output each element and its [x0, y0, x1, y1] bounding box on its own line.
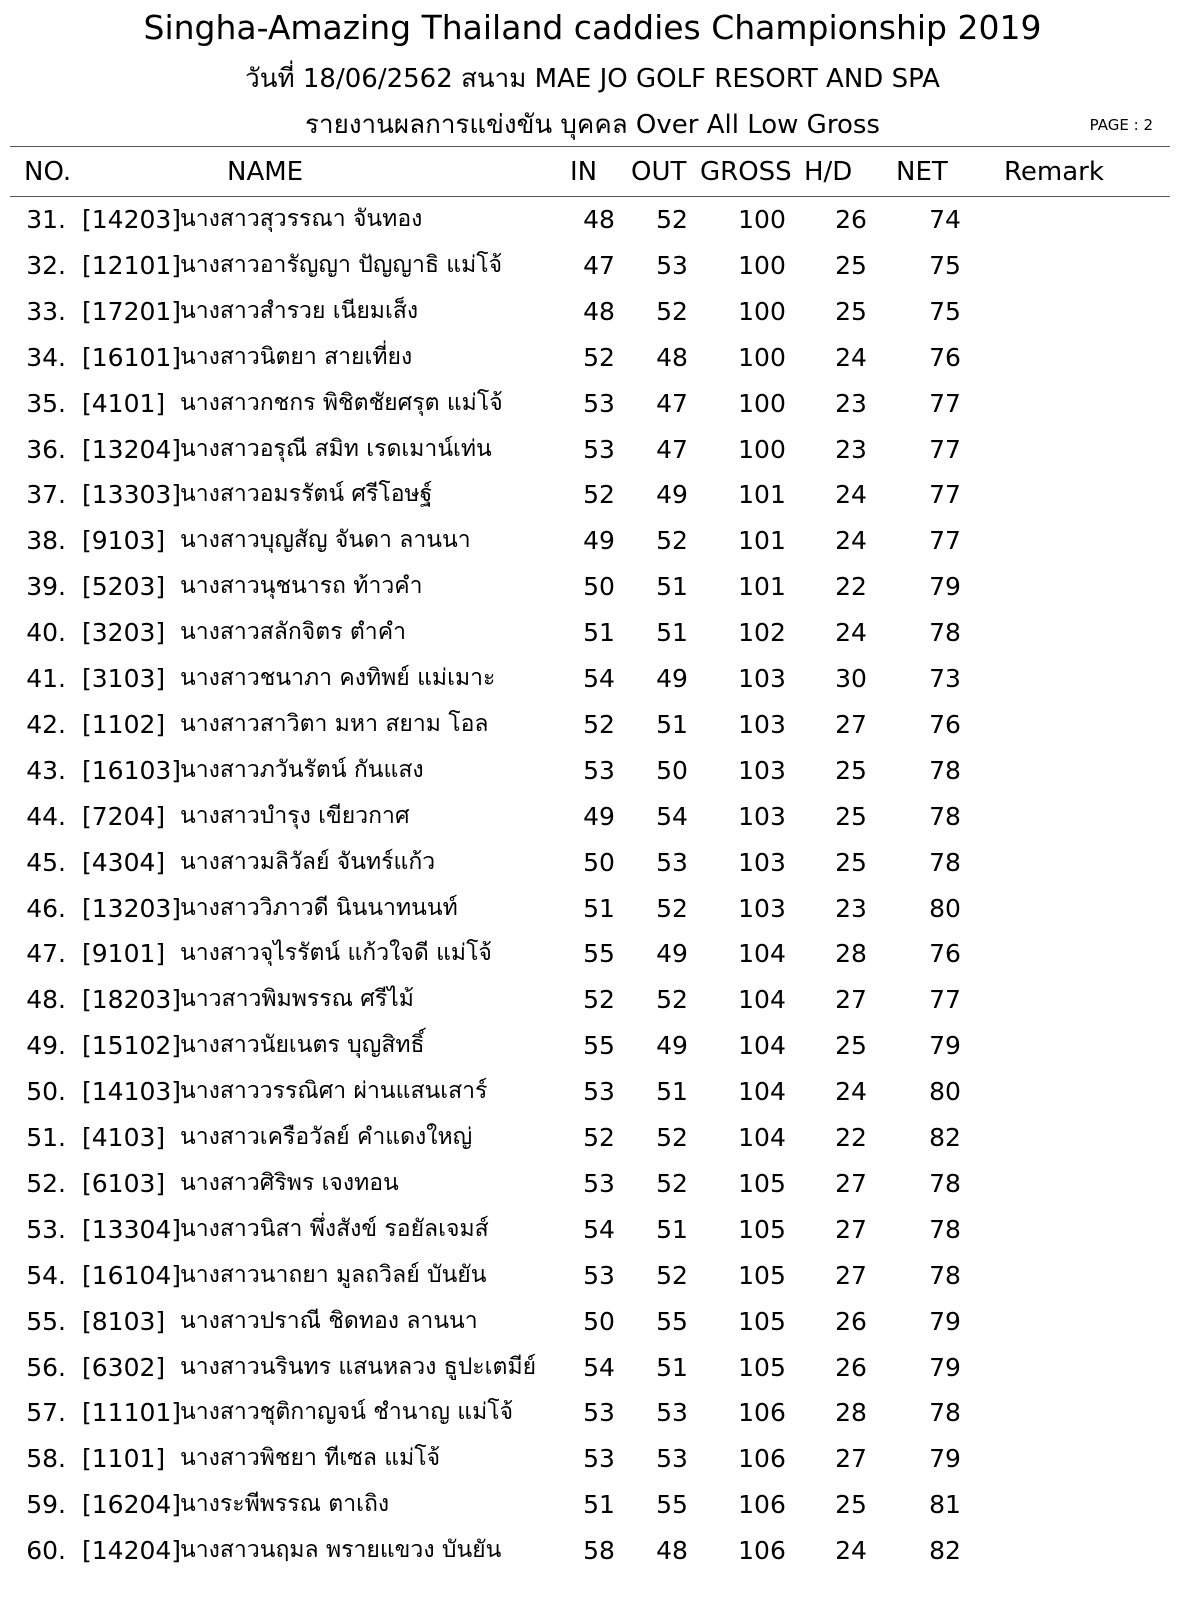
- row-number: 33.: [26, 296, 66, 326]
- row-number: 42.: [26, 709, 66, 739]
- score-gross: 100: [738, 434, 786, 464]
- score-out: 50: [656, 755, 688, 785]
- player-name: นางสาวสลักจิตร ตำคำ: [180, 619, 407, 646]
- table-header: [0, 150, 1185, 194]
- table-row: [0, 1068, 1185, 1115]
- row-number: 40.: [26, 618, 66, 648]
- score-net: 75: [929, 296, 961, 326]
- player-name: นางสาวชุติกาญจน์ ชำนาญ แม่โจ้: [180, 1399, 514, 1426]
- row-number: 56.: [26, 1352, 66, 1382]
- handicap: 24: [835, 480, 867, 510]
- player-code: [1102]: [82, 709, 166, 739]
- score-net: 78: [929, 847, 961, 877]
- handicap: 25: [835, 250, 867, 280]
- score-out: 48: [656, 342, 688, 372]
- score-out: 53: [656, 250, 688, 280]
- player-code: [16204]: [82, 1490, 182, 1520]
- score-out: 48: [656, 1536, 688, 1566]
- row-number: 49.: [26, 1031, 66, 1061]
- handicap: 25: [835, 801, 867, 831]
- player-name: นางสาวภวันรัตน์ กันแสง: [180, 756, 424, 783]
- score-in: 47: [583, 250, 615, 280]
- score-out: 52: [656, 526, 688, 556]
- player-name: นางระพีพรรณ ตาเถิง: [180, 1491, 390, 1518]
- table-row: [0, 196, 1185, 243]
- player-code: [6302]: [82, 1352, 166, 1382]
- handicap: 28: [835, 939, 867, 969]
- score-net: 79: [929, 1306, 961, 1336]
- table-row: [0, 1527, 1185, 1574]
- score-out: 49: [656, 480, 688, 510]
- score-in: 52: [583, 1123, 615, 1152]
- score-in: 49: [583, 526, 615, 556]
- report-title: Singha-Amazing Thailand caddies Championship 2019: [143, 8, 1042, 47]
- score-gross: 100: [738, 388, 786, 418]
- handicap: 24: [835, 1536, 867, 1566]
- score-in: 53: [583, 1168, 615, 1198]
- table-row: [0, 609, 1185, 656]
- handicap: 26: [835, 205, 867, 234]
- player-code: [4103]: [82, 1123, 166, 1152]
- score-gross: 105: [738, 1214, 786, 1244]
- score-gross: 103: [738, 893, 786, 923]
- score-gross: 106: [738, 1490, 786, 1520]
- score-net: 78: [929, 1398, 961, 1428]
- col-header-no: NO.: [24, 157, 72, 187]
- score-in: 52: [583, 709, 615, 739]
- score-net: 78: [929, 1168, 961, 1198]
- player-name: นางสาวอรุณี สมิท เรดเมาน์เท่น: [180, 435, 492, 462]
- score-gross: 106: [738, 1444, 786, 1474]
- handicap: 25: [835, 847, 867, 877]
- row-number: 46.: [26, 893, 66, 923]
- table-row: [0, 1389, 1185, 1436]
- score-net: 76: [929, 342, 961, 372]
- col-header-out: OUT: [631, 157, 687, 187]
- header-top-rule: [10, 146, 1170, 147]
- player-code: [15102]: [82, 1031, 182, 1061]
- score-out: 55: [656, 1490, 688, 1520]
- score-out: 47: [656, 388, 688, 418]
- player-code: [12101]: [82, 250, 182, 280]
- table-row: [0, 793, 1185, 840]
- player-name: นางสาวนัยเนตร บุญสิทธิ์: [180, 1032, 425, 1059]
- score-in: 53: [583, 1444, 615, 1474]
- handicap: 25: [835, 1031, 867, 1061]
- player-name: นาวสาวพิมพรรณ ศรีไม้: [180, 986, 414, 1013]
- handicap: 26: [835, 1352, 867, 1382]
- table-row: [0, 242, 1185, 289]
- score-out: 54: [656, 801, 688, 831]
- score-gross: 104: [738, 939, 786, 969]
- score-gross: 104: [738, 1031, 786, 1061]
- player-code: [1101]: [82, 1444, 166, 1474]
- player-code: [3103]: [82, 664, 166, 693]
- player-code: [16103]: [82, 755, 182, 785]
- table-row: [0, 655, 1185, 702]
- score-out: 52: [656, 1260, 688, 1290]
- player-name: นางสาวอารัญญา ปัญญาธิ แม่โจ้: [180, 251, 503, 278]
- player-code: [17201]: [82, 296, 182, 326]
- score-in: 53: [583, 1398, 615, 1428]
- handicap: 23: [835, 388, 867, 418]
- player-name: นางสาวนุชนารถ ท้าวคำ: [180, 573, 423, 600]
- handicap: 22: [835, 572, 867, 602]
- score-out: 51: [656, 1352, 688, 1382]
- player-name: นางสาวจุไรรัตน์ แก้วใจดี แม่โจ้: [180, 940, 492, 967]
- handicap: 27: [835, 1444, 867, 1474]
- table-row: [0, 1481, 1185, 1528]
- score-net: 79: [929, 1031, 961, 1061]
- handicap: 22: [835, 1123, 867, 1152]
- row-number: 31.: [26, 205, 66, 234]
- score-in: 50: [583, 572, 615, 602]
- player-code: [16101]: [82, 342, 182, 372]
- row-number: 35.: [26, 388, 66, 418]
- player-code: [13204]: [82, 434, 182, 464]
- handicap: 24: [835, 342, 867, 372]
- player-name: นางสาวนรินทร แสนหลวง ธูปะเตมีย์: [180, 1353, 537, 1380]
- score-in: 51: [583, 618, 615, 648]
- player-name: นางสาวนาถยา มูลถวิลย์ บันยัน: [180, 1261, 487, 1288]
- score-gross: 101: [738, 480, 786, 510]
- player-name: นางสาวชนาภา คงทิพย์ แม่เมาะ: [180, 665, 496, 691]
- score-net: 78: [929, 755, 961, 785]
- handicap: 24: [835, 618, 867, 648]
- player-name: นางสาวเครือวัลย์ คำแดงใหญ่: [180, 1124, 473, 1150]
- handicap: 28: [835, 1398, 867, 1428]
- handicap: 27: [835, 985, 867, 1015]
- player-code: [5203]: [82, 572, 166, 602]
- player-name: นางสาวบำรุง เขียวกาศ: [180, 802, 410, 829]
- score-in: 51: [583, 893, 615, 923]
- score-net: 80: [929, 893, 961, 923]
- row-number: 54.: [26, 1260, 66, 1290]
- player-code: [6103]: [82, 1168, 166, 1198]
- score-gross: 100: [738, 296, 786, 326]
- handicap: 30: [835, 664, 867, 693]
- row-number: 52.: [26, 1168, 66, 1198]
- score-net: 80: [929, 1077, 961, 1107]
- player-name: นางสาววิภาวดี นินนาทนนท์: [180, 894, 458, 921]
- row-number: 39.: [26, 572, 66, 602]
- score-in: 53: [583, 755, 615, 785]
- score-net: 78: [929, 1260, 961, 1290]
- score-net: 77: [929, 480, 961, 510]
- report-subtitle: วันที่ 18/06/2562 สนาม MAE JO GOLF RESORT AND SPA: [245, 64, 940, 94]
- score-net: 74: [929, 205, 961, 234]
- score-in: 50: [583, 847, 615, 877]
- score-net: 73: [929, 664, 961, 693]
- score-in: 54: [583, 1352, 615, 1382]
- table-row: [0, 885, 1185, 932]
- player-name: นางสาววรรณิศา ผ่านแสนเสาร์: [180, 1078, 488, 1105]
- score-out: 47: [656, 434, 688, 464]
- score-in: 53: [583, 388, 615, 418]
- score-gross: 102: [738, 618, 786, 648]
- player-code: [8103]: [82, 1306, 166, 1336]
- table-row: [0, 1435, 1185, 1482]
- table-row: [0, 288, 1185, 335]
- table-row: [0, 517, 1185, 564]
- handicap: 25: [835, 1490, 867, 1520]
- row-number: 32.: [26, 250, 66, 280]
- table-row: [0, 1160, 1185, 1207]
- score-net: 78: [929, 618, 961, 648]
- score-in: 52: [583, 480, 615, 510]
- player-name: นางสาวปราณี ชิดทอง ลานนา: [180, 1307, 478, 1334]
- player-name: นางสาวนิสา พึ่งสังข์ รอยัลเจมส์: [180, 1215, 489, 1242]
- row-number: 45.: [26, 847, 66, 877]
- handicap: 27: [835, 1214, 867, 1244]
- score-net: 81: [929, 1490, 961, 1520]
- score-gross: 105: [738, 1352, 786, 1382]
- player-code: [13304]: [82, 1214, 182, 1244]
- score-in: 49: [583, 801, 615, 831]
- score-in: 55: [583, 939, 615, 969]
- score-gross: 103: [738, 801, 786, 831]
- score-gross: 104: [738, 1123, 786, 1152]
- score-net: 82: [929, 1123, 961, 1152]
- player-code: [16104]: [82, 1260, 182, 1290]
- score-gross: 100: [738, 250, 786, 280]
- score-out: 52: [656, 985, 688, 1015]
- row-number: 37.: [26, 480, 66, 510]
- score-net: 79: [929, 572, 961, 602]
- col-header-remark: Remark: [1004, 157, 1104, 187]
- score-gross: 106: [738, 1536, 786, 1566]
- score-out: 52: [656, 296, 688, 326]
- score-gross: 106: [738, 1398, 786, 1428]
- score-out: 49: [656, 1031, 688, 1061]
- score-gross: 105: [738, 1306, 786, 1336]
- score-gross: 105: [738, 1168, 786, 1198]
- score-gross: 103: [738, 755, 786, 785]
- player-code: [14203]: [82, 205, 182, 234]
- score-net: 82: [929, 1536, 961, 1566]
- player-code: [13303]: [82, 480, 182, 510]
- score-net: 78: [929, 1214, 961, 1244]
- table-row: [0, 1252, 1185, 1299]
- player-code: [7204]: [82, 801, 166, 831]
- score-gross: 104: [738, 1077, 786, 1107]
- player-name: นางสาวสาวิตา มหา สยาม โอล: [180, 710, 489, 737]
- handicap: 23: [835, 434, 867, 464]
- table-row: [0, 976, 1185, 1023]
- row-number: 47.: [26, 939, 66, 969]
- table-row: [0, 1114, 1185, 1161]
- row-number: 34.: [26, 342, 66, 372]
- score-out: 53: [656, 847, 688, 877]
- score-out: 49: [656, 664, 688, 693]
- row-number: 43.: [26, 755, 66, 785]
- score-in: 54: [583, 1214, 615, 1244]
- score-in: 53: [583, 1077, 615, 1107]
- score-in: 58: [583, 1536, 615, 1566]
- score-out: 52: [656, 893, 688, 923]
- report-heading: รายงานผลการแข่งขัน บุคคล Over All Low Gross: [305, 110, 880, 140]
- handicap: 24: [835, 526, 867, 556]
- score-out: 53: [656, 1444, 688, 1474]
- handicap: 26: [835, 1306, 867, 1336]
- table-row: [0, 380, 1185, 427]
- player-name: นางสาวกชกร พิชิตชัยศรุต แม่โจ้: [180, 389, 503, 416]
- score-out: 51: [656, 709, 688, 739]
- score-in: 51: [583, 1490, 615, 1520]
- player-code: [4304]: [82, 847, 166, 877]
- col-header-in: IN: [570, 157, 598, 187]
- player-name: นางสาวสุวรรณา จันทอง: [180, 206, 423, 232]
- score-in: 52: [583, 342, 615, 372]
- table-row: [0, 1206, 1185, 1253]
- col-header-name: NAME: [227, 157, 304, 187]
- table-row: [0, 930, 1185, 977]
- player-name: นางสาวพิชยา ทีเซล แม่โจ้: [180, 1445, 441, 1472]
- score-in: 50: [583, 1306, 615, 1336]
- col-header-hd: H/D: [804, 157, 853, 187]
- score-net: 78: [929, 801, 961, 831]
- handicap: 25: [835, 296, 867, 326]
- score-in: 55: [583, 1031, 615, 1061]
- score-net: 76: [929, 709, 961, 739]
- table-row: [0, 839, 1185, 886]
- score-in: 48: [583, 205, 615, 234]
- handicap: 27: [835, 1168, 867, 1198]
- row-number: 57.: [26, 1398, 66, 1428]
- row-number: 48.: [26, 985, 66, 1015]
- score-gross: 101: [738, 572, 786, 602]
- score-out: 52: [656, 1123, 688, 1152]
- row-number: 58.: [26, 1444, 66, 1474]
- score-in: 53: [583, 434, 615, 464]
- table-row: [0, 426, 1185, 473]
- page-number: PAGE : 2: [1089, 116, 1153, 134]
- score-net: 79: [929, 1444, 961, 1474]
- score-net: 77: [929, 388, 961, 418]
- player-code: [3203]: [82, 618, 166, 648]
- player-code: [14103]: [82, 1077, 182, 1107]
- player-code: [9103]: [82, 526, 166, 556]
- player-code: [13203]: [82, 893, 182, 923]
- table-row: [0, 1298, 1185, 1345]
- player-name: นางสาวบุญสัญ จันดา ลานนา: [180, 527, 471, 554]
- player-code: [4101]: [82, 388, 166, 418]
- score-gross: 101: [738, 526, 786, 556]
- score-net: 79: [929, 1352, 961, 1382]
- player-name: นางสาวอมรรัตน์ ศรีโอษฐ์: [180, 481, 433, 508]
- player-code: [14204]: [82, 1536, 182, 1566]
- handicap: 27: [835, 1260, 867, 1290]
- handicap: 25: [835, 755, 867, 785]
- row-number: 55.: [26, 1306, 66, 1336]
- row-number: 59.: [26, 1490, 66, 1520]
- score-gross: 105: [738, 1260, 786, 1290]
- handicap: 27: [835, 709, 867, 739]
- player-name: นางสาวนฤมล พรายแขวง บันยัน: [180, 1537, 502, 1564]
- score-gross: 103: [738, 847, 786, 877]
- table-row: [0, 1344, 1185, 1391]
- row-number: 50.: [26, 1077, 66, 1107]
- row-number: 60.: [26, 1536, 66, 1566]
- table-row: [0, 471, 1185, 518]
- player-name: นางสาวศิริพร เจงทอน: [180, 1169, 399, 1196]
- player-name: นางสาวสำรวย เนียมเส็ง: [180, 297, 419, 324]
- player-name: นางสาวนิตยา สายเที่ยง: [180, 343, 413, 370]
- score-gross: 103: [738, 664, 786, 693]
- table-row: [0, 563, 1185, 610]
- row-number: 36.: [26, 434, 66, 464]
- handicap: 23: [835, 893, 867, 923]
- score-net: 76: [929, 939, 961, 969]
- score-net: 75: [929, 250, 961, 280]
- row-number: 38.: [26, 526, 66, 556]
- score-gross: 103: [738, 709, 786, 739]
- row-number: 53.: [26, 1214, 66, 1244]
- score-in: 52: [583, 985, 615, 1015]
- score-in: 54: [583, 664, 615, 693]
- handicap: 24: [835, 1077, 867, 1107]
- row-number: 44.: [26, 801, 66, 831]
- player-code: [18203]: [82, 985, 182, 1015]
- row-number: 51.: [26, 1123, 66, 1152]
- score-out: 52: [656, 1168, 688, 1198]
- col-header-net: NET: [896, 157, 948, 187]
- table-row: [0, 334, 1185, 381]
- table-row: [0, 701, 1185, 748]
- player-name: นางสาวมลิวัลย์ จันทร์แก้ว: [180, 848, 436, 875]
- score-out: 53: [656, 1398, 688, 1428]
- score-net: 77: [929, 985, 961, 1015]
- score-out: 51: [656, 618, 688, 648]
- score-gross: 100: [738, 342, 786, 372]
- score-net: 77: [929, 526, 961, 556]
- table-row: [0, 1022, 1185, 1069]
- score-out: 51: [656, 1214, 688, 1244]
- score-out: 49: [656, 939, 688, 969]
- score-out: 52: [656, 205, 688, 234]
- score-in: 53: [583, 1260, 615, 1290]
- col-header-gross: GROSS: [700, 157, 792, 187]
- player-code: [11101]: [82, 1398, 182, 1428]
- score-out: 55: [656, 1306, 688, 1336]
- table-row: [0, 747, 1185, 794]
- player-code: [9101]: [82, 939, 166, 969]
- score-net: 77: [929, 434, 961, 464]
- score-gross: 104: [738, 985, 786, 1015]
- score-gross: 100: [738, 205, 786, 234]
- score-out: 51: [656, 1077, 688, 1107]
- row-number: 41.: [26, 664, 66, 693]
- score-out: 51: [656, 572, 688, 602]
- score-in: 48: [583, 296, 615, 326]
